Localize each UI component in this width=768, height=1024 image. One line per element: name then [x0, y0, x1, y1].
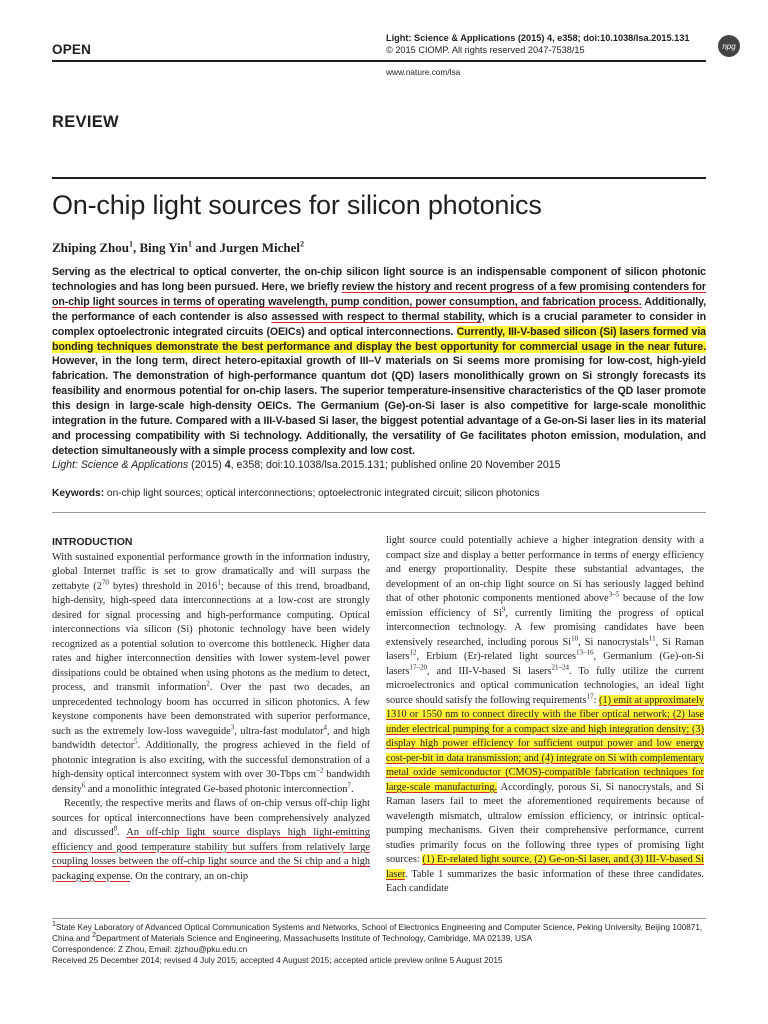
- highlighted-text: (1) Er-related light source, (2) Ge-on-Si laser, and (3) III-V-based Si laser: [386, 854, 704, 880]
- body-paragraph: Recently, the respective merits and flaws of on-chip versus off-chip light sources for optical interconnections have been comprehensively analyzed and discussed$^8$. An off-chip light source displays high light-emitting efficiency and good temperature stability but suffers from relatively large coupling losses between the off-chip light source and the Si chip and a high packaging expense. On the contrary, an on-chip: [52, 798, 370, 882]
- citation-journal: Light: Science & Applications: [52, 459, 189, 471]
- abstract: [52, 265, 706, 459]
- citation-volume: 4: [224, 459, 231, 471]
- title-rule: [52, 177, 706, 179]
- keywords: [52, 488, 540, 499]
- footnotes: [52, 922, 712, 966]
- abstract-highlighted-text: Currently, III-V-based silicon (Si) lasers formed via bonding techniques demonstrate the best performance and display the best opportunity for commercial usage in the near future.: [52, 325, 706, 353]
- keywords-label: Keywords:: [52, 488, 105, 499]
- body-paragraph: light source could potentially achieve a higher integration density with a compact size and display a better performance in terms of energy efficiency and energy proportionality. Despite these substantial advantages, the development of an on-chip light source on Si has seriously lagged behind that of other photonic components mentioned above$^{3-5}$ because of the low emission efficiency of Si$^9$, currently limiting the progress of optical interconnection technology. A few promising candidates have been extensively researched, including porous Si$^{10}$, Si nanocrystals$^{11}$, Si Raman lasers$^{12}$, Erbium (Er)-related light sources$^{13-16}$, Germanium (Ge)-on-Si lasers$^{17-20}$, and III-V-based Si lasers$^{21-24}$. To fully utilize the current microelectronics and optical communication technologies, an ideal light source should satisfy the following requirements$^{17}$: (1) emit at approximately 1310 or 1550 nm to connect directly with the fiber optical network; (2) lase under electrical pumping for a compact size and high integration density; (3) display high power efficiency for sufficient output power and low energy cost-per-bit in data transmission; and (4) integrate on Si with complementary metal oxide semiconductor (CMOS)-compatible fabrication techniques for large-scale manufacturing. Accordingly, porous Si, Si nanocrystals, and Si Raman lasers fail to meet the aforementioned requirements because of wavelength mismatch, ultralow emission efficiency, or intrinsic optical-pumping mechanisms. Given their comprehensive performance, current studies primarily focus on the following three types of promising light sources: (1) Er-related light source, (2) Ge-on-Si laser, and (3) III-V-based Si laser. Table 1 summarizes the basic information of these three candidates. Each candidate: [386, 535, 705, 894]
- affiliations: $^1$State Key Laboratory of Advanced Optical Communication Systems and Networks, School of Electronics Engineering and Computer Science, Peking University, Beijing 100871, China and $^2$Department of Materials Science and Engineering, Massachusetts Institute of Technology, Cambridge, MA 02139, USA: [52, 921, 703, 943]
- abstract-underlined-text: review the history and recent progress of a few promising contenders for on-chip light sources in terms of operating wavelength, pump condition, power consumption, and fabrication process.: [52, 280, 706, 308]
- correspondence: Correspondence: Z Zhou, Email: zjzhou@pku.edu.cn: [52, 943, 248, 954]
- author-separator: ,: [132, 240, 140, 255]
- author-affiliation: 2: [299, 239, 304, 249]
- author-separator: and: [192, 240, 220, 255]
- keywords-text: on-chip light sources; optical interconnections; optoelectronic integrated circuit; silicon photonics: [104, 488, 540, 499]
- author-name: Jurgen Michel: [219, 240, 300, 255]
- underlined-text: An off-chip light source displays high light-emitting efficiency and good temperature stability but suffers from relatively large coupling losses between the off-chip light source and the Si chip and a high packaging expense: [52, 827, 370, 882]
- body-column-left: [52, 535, 370, 884]
- npg-logo-icon: npg: [718, 35, 740, 57]
- abstract-text: , which is a crucial parameter to consider in complex optoelectronic integrated circuits (OEICs) and optical interconnections.: [52, 310, 706, 338]
- journal-info: [386, 33, 690, 56]
- open-access-label: OPEN: [52, 42, 92, 57]
- abstract-underlined-text: assessed with respect to thermal stability: [271, 310, 482, 323]
- author-affiliation: 1: [128, 239, 133, 249]
- page-title: On-chip light sources for silicon photonics: [52, 190, 542, 220]
- author-name: Zhiping Zhou: [52, 240, 129, 255]
- body-paragraph: With sustained exponential performance growth in the information industry, global Internet traffic is set to grow dramatically and will surpass the zettabyte ($2^{70}$ bytes) threshold in 2016$^1$; because of this trend, broadband, high-density, high-speed data interconnections at a low-cost are strongly desired for signal processing and high-performance computing. Optical interconnections via silicon (Si) photonic technology have been widely recognized as a potential solution to overcome this bottleneck. Higher data rates and higher interconnection densities with lower system-level power dissipations could be obtained when using photons as the medium to detect, process, and transmit information$^2$. Over the past two decades, an unprecedented technology boom has occurred in silicon photonics. A few keystone components have been demonstrated with superior performance, such as the extremely low-loss waveguide$^3$, ultra-fast modulator$^4$, and high bandwidth detector$^5$. Additionally, the progress achieved in the field of photonic integration is also exciting, with the successful demonstration of a high-density optical interconnect system with over 30-Tbps $cm^{-2}$ bandwidth density$^6$ and a monolithic integrated Ge-based photonic interconnection$^7$.: [52, 551, 371, 795]
- section-divider: [52, 512, 706, 513]
- received-dates: Received 25 December 2014; revised 4 July 2015; accepted 4 August 2015; accepted article preview online 5 August 2015: [52, 954, 503, 965]
- copyright-line: © 2015 CIOMP. All rights reserved 2047-7538/15: [386, 44, 585, 55]
- author-list: [52, 240, 304, 256]
- abstract-text: However, in the long term, direct hetero-epitaxial growth of III–V materials on Si seems more promising for low-cost, high-yield fabrication. The demonstration of high-performance quantum dot (QD) lasers monolithically grown on Si strongly forecasts its feasibility and enormous potential for on-chip lasers. The superior temperature-insensitive characteristics of the QD laser promote this design in large-scale high-density OEICs. The Germanium (Ge)-on-Si laser is also competitive for large-scale monolithic integration in the future. Compared with a III-V-based Si laser, the biggest potential advantage of a Ge-on-Si laser lies in its material and processing compatibility with Si technology. Additionally, the versatility of Ge facilitates photon emission, modulation, and detection simultaneously with a simple process complexity and low cost.: [52, 355, 706, 457]
- article-type: REVIEW: [52, 113, 119, 131]
- body-column-right: [386, 534, 704, 897]
- section-heading: INTRODUCTION: [52, 536, 133, 548]
- abstract-text: Additionally, the performance of each contender is also: [52, 295, 706, 323]
- article-citation: [52, 459, 561, 471]
- citation-year: (2015): [188, 459, 225, 471]
- abstract-text: Serving as the electrical to optical converter, the on-chip silicon light source is an indispensable component of silicon photonic technologies and has long been pursued. Here, we briefly: [52, 266, 706, 293]
- header-rule: [52, 60, 706, 62]
- author-affiliation: 1: [188, 239, 192, 249]
- author-name: Bing Yin: [139, 240, 188, 255]
- journal-url[interactable]: www.nature.com/lsa: [386, 67, 461, 77]
- footnote-divider: [52, 918, 706, 919]
- citation-doi: , e358; doi:10.1038/lsa.2015.131; published online 20 November 2015: [230, 459, 561, 471]
- journal-citation: Light: Science & Applications (2015) 4, e358; doi:10.1038/lsa.2015.131: [386, 33, 690, 43]
- highlighted-text: (1) emit at approximately 1310 or 1550 nm to connect directly with the fiber optical network; (2) lase under electrical pumping for a compact size and high integration density; (3) display high power efficiency for sufficient output power and low energy cost-per-bit in data transmission; and (4) integrate on Si with complementary metal oxide semiconductor (CMOS)-compatible fabrication techniques for large-scale manufacturing.: [386, 694, 705, 793]
